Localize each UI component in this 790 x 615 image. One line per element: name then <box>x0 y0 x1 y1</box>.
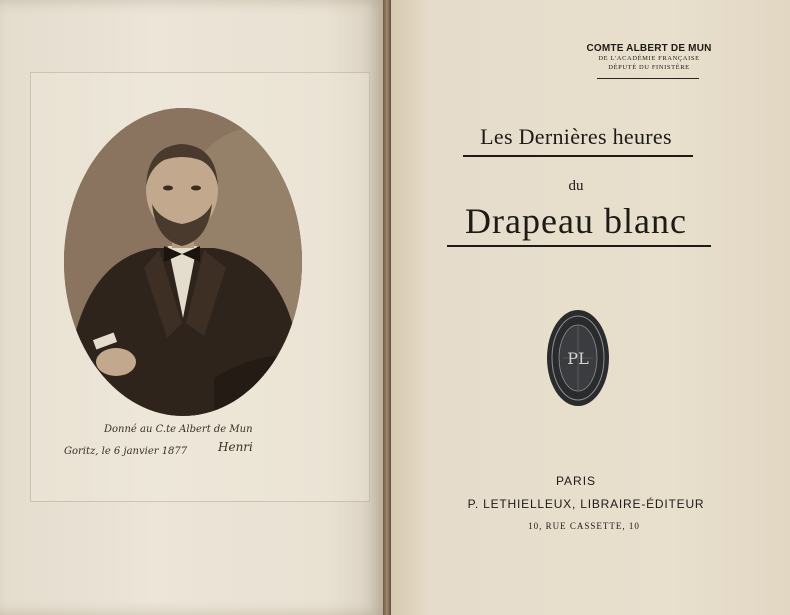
inscription-signature: Henri <box>218 440 253 454</box>
imprint-address: 10, RUE CASSETTE, 10 <box>528 521 640 531</box>
title-rule-1 <box>463 155 693 157</box>
inscription-place-date: Goritz, le 6 janvier 1877 <box>64 446 188 457</box>
author-academy: DE L'ACADÉMIE FRANÇAISE <box>598 55 700 62</box>
title-line-1: Les Dernières heures <box>480 124 672 149</box>
title-line-2: Drapeau blanc <box>465 201 687 241</box>
title-connector: du <box>568 178 584 194</box>
title-page <box>391 0 790 615</box>
publisher-seal-icon <box>545 308 611 408</box>
author-deputy: DÉPUTÉ DU FINISTÈRE <box>608 64 690 71</box>
title-rule-2 <box>447 245 711 247</box>
author-block <box>584 43 714 72</box>
imprint-publisher: P. LETHIELLEUX, LIBRAIRE-ÉDITEUR <box>467 497 705 511</box>
inscription-dedication: Donné au C.te Albert de Mun <box>104 424 253 435</box>
portrait-illustration <box>64 108 302 416</box>
author-rule <box>597 78 699 79</box>
seal-monogram: PL <box>567 349 589 368</box>
imprint-city: PARIS <box>555 474 597 488</box>
author-name: COMTE ALBERT DE MUN <box>586 43 712 54</box>
portrait-photograph <box>64 108 302 416</box>
book-gutter <box>383 0 391 615</box>
frontispiece-page <box>0 0 383 615</box>
